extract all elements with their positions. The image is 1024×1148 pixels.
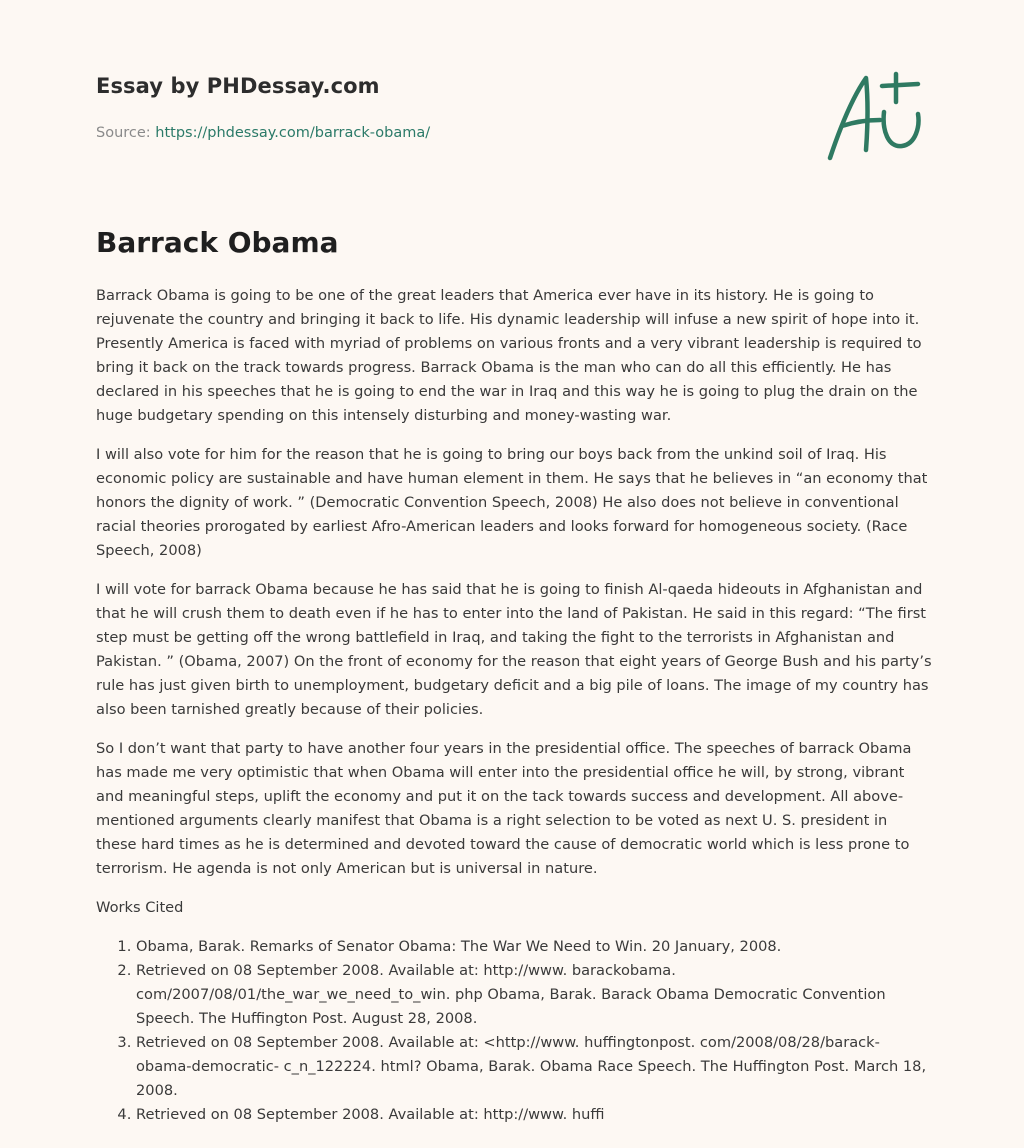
site-brand: Essay by PHDessay.com <box>96 74 380 98</box>
essay-body <box>96 284 932 1127</box>
page-title: Barrack Obama <box>96 226 339 259</box>
source-label: Source: <box>96 125 156 141</box>
works-cited-heading: Works Cited <box>96 899 184 916</box>
works-cited-item: 1. Obama, Barak. Remarks of Senator Obama: The War We Need to Win. 20 January, 2008. <box>136 935 932 959</box>
works-cited-list <box>96 935 932 1127</box>
works-cited-item: 4. Retrieved on 08 September 2008. Available at: http://www. huffi <box>136 1103 932 1127</box>
works-cited-item: 2. Retrieved on 08 September 2008. Available at: http://www. barackobama. com/2007/08/01/the_war_we_need_to_win. php Obama, Barak. Barack Obama Democratic Convention Speech. The Huffington Post. August 28, 2008. <box>136 959 932 1031</box>
a-plus-logo-icon <box>822 68 926 164</box>
paragraph: Barrack Obama is going to be one of the great leaders that America ever have in its history. He is going to rejuvenate the country and bringing it back to life. His dynamic leadership will infuse a new spirit of hope into it. Presently America is faced with myriad of problems on various fronts and a very vibrant leadership is required to bring it back on the track towards progress. Barrack Obama is the man who can do all this efficiently. He has declared in his speeches that he is going to end the war in Iraq and this way he is going to plug the drain on the huge budgetary spending on this intensely disturbing and money-wasting war. <box>96 287 922 424</box>
works-cited-item: 3. Retrieved on 08 September 2008. Available at: <http://www. huffingtonpost. com/2008/08/28/barack-obama-democratic- c_n_122224. html? Obama, Barak. Obama Race Speech. The Huffington Post. March 18, 2008. <box>136 1031 932 1103</box>
source-line <box>96 125 430 141</box>
paragraph: I will vote for barrack Obama because he has said that he is going to finish Al-qaeda hideouts in Afghanistan and that he will crush them to death even if he has to enter into the land of Pakistan. He said in this regard: “The first step must be getting off the wrong battlefield in Iraq, and taking the fight to the terrorists in Afghanistan and Pakistan. ” (Obama, 2007) On the front of economy for the reason that eight years of George Bush and his party’s rule has just given birth to unemployment, budgetary deficit and a big pile of loans. The image of my country has also been tarnished greatly because of their policies. <box>96 581 932 718</box>
paragraph: I will also vote for him for the reason that he is going to bring our boys back from the unkind soil of Iraq. His economic policy are sustainable and have human element in them. He says that he believes in “an economy that honors the dignity of work. ” (Democratic Convention Speech, 2008) He also does not believe in conventional racial theories prorogated by earliest Afro-American leaders and looks forward for homogeneous society. (Race Speech, 2008) <box>96 446 928 559</box>
source-link[interactable]: https://phdessay.com/barrack-obama/ <box>155 125 431 141</box>
paragraph: So I don’t want that party to have another four years in the presidential office. The speeches of barrack Obama has made me very optimistic that when Obama will enter into the presidential office he will, by strong, vibrant and meaningful steps, uplift the economy and put it on the tack towards success and development. All above-mentioned arguments clearly manifest that Obama is a right selection to be voted as next U. S. president in these hard times as he is determined and devoted toward the cause of democratic world which is less prone to terrorism. He agenda is not only American but is universal in nature. <box>96 740 912 877</box>
